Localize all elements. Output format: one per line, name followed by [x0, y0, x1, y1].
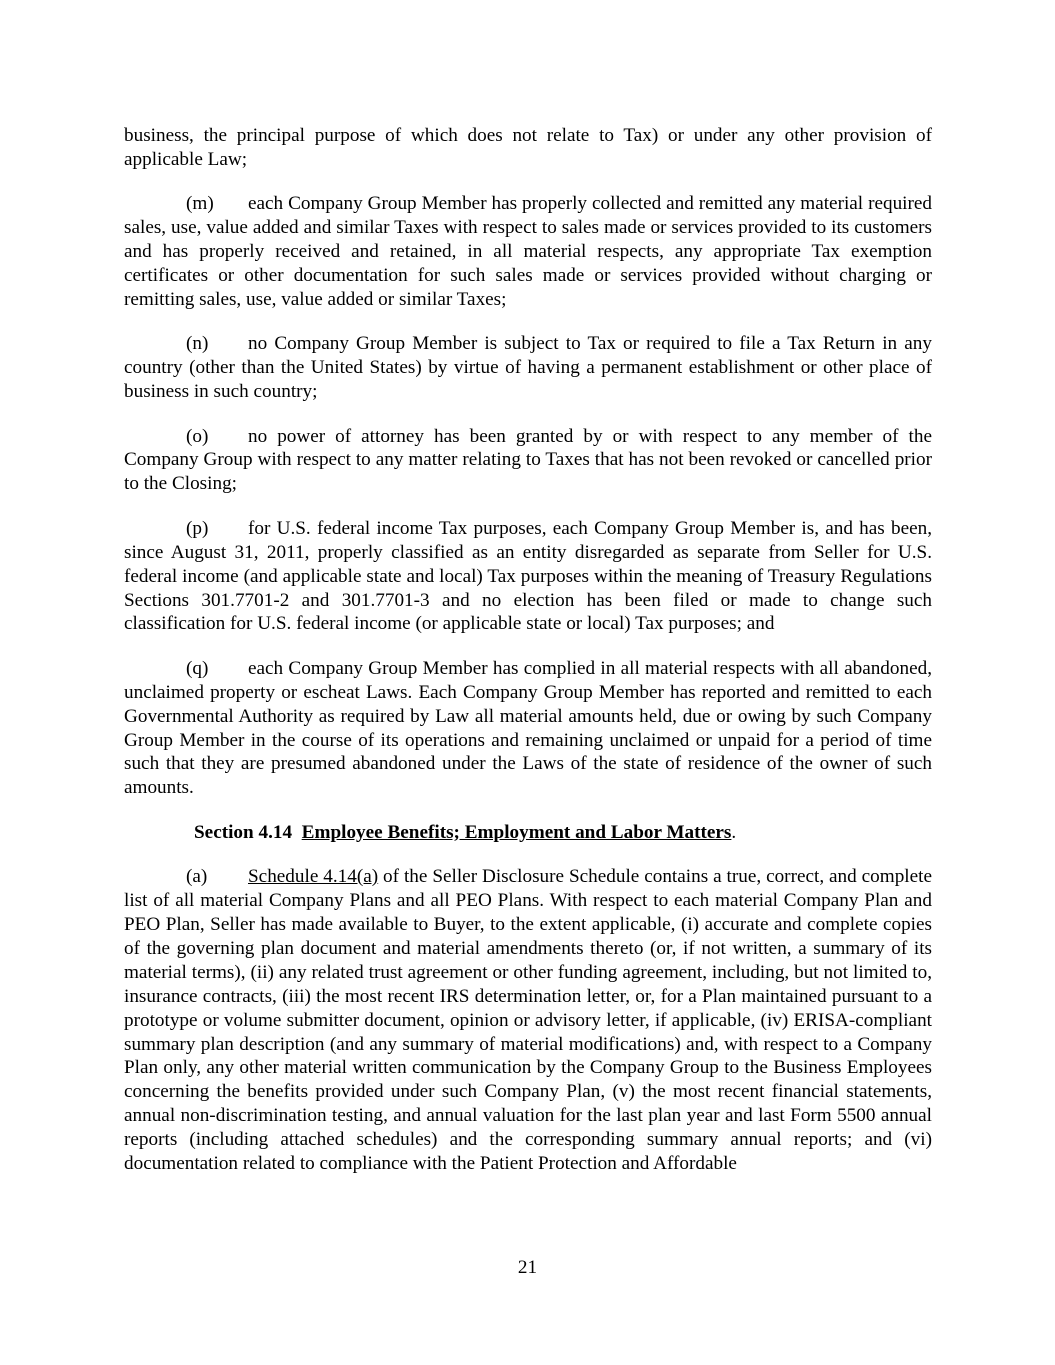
- clause-label: (p): [186, 517, 209, 539]
- clause-label: (a): [186, 866, 208, 888]
- clause-label: (o): [186, 425, 209, 447]
- schedule-reference: Schedule 4.14(a): [248, 866, 379, 888]
- page-number: 21: [517, 1257, 538, 1278]
- document-page: [124, 124, 932, 1196]
- clause-n: [124, 332, 932, 404]
- clause-text: for U.S. federal income Tax purposes, each Company Group Member is, and has been, since August 31, 2011, properly classified as an entity disregarded as separate from Seller for U.S. federal income (and applicable state and local) Tax purposes within the meaning of Treasury Regulations Sections 301.7701-2 and 301.7701-3 and no election has been filed or made to change such classification for U.S. federal income (or applicable state or local) Tax purposes; and: [124, 517, 932, 635]
- clause-text: no power of attorney has been granted by or with respect to any member of the Company Group with respect to any matter relating to Taxes that has not been revoked or cancelled prior to the Closing;: [124, 425, 932, 495]
- clause-o: [124, 425, 932, 497]
- section-title-end: .: [731, 821, 737, 843]
- clause-label: (q): [186, 657, 209, 679]
- section-clause-a: [124, 865, 932, 1176]
- clause-label: (m): [186, 193, 214, 215]
- clause-text: of the Seller Disclosure Schedule contains a true, correct, and complete list of all material Company Plans and all PEO Plans. With respect to each material Company Plan and PEO Plan, Seller has made available to Buyer, to the extent applicable, (i) accurate and complete copies of the governing plan document and material amendments thereto (or, if not written, a summary of its material terms), (ii) any related trust agreement or other funding agreement, including, but not limited to, insurance contracts, (iii) the most recent IRS determination letter, or, for a Plan maintained pursuant to a prototype or volume submitter document, opinion or advisory letter, if applicable, (iv) ERISA-compliant summary plan description (and any summary of material modifications) and, with respect to a Company Plan only, any other material written communication by the Company Group to the Business Employees concerning the benefits provided under such Company Plan, (v) the most recent financial statements, annual non-discrimination testing, and annual valuation for the last plan year and last Form 5500 annual reports (including attached schedules) and the corresponding summary annual reports; and (vi) documentation related to compliance with the Patient Protection and Affordable: [124, 866, 932, 1175]
- section-heading: [124, 821, 932, 845]
- clause-m: [124, 192, 932, 312]
- clause-p: [124, 517, 932, 637]
- clause-text: no Company Group Member is subject to Tax or required to file a Tax Return in any country (other than the United States) by virtue of having a permanent establishment or other place of business in such country;: [124, 333, 932, 403]
- clause-label: (n): [186, 333, 209, 355]
- continuation-paragraph: business, the principal purpose of which does not relate to Tax) or under any other provision of applicable Law;: [124, 125, 932, 170]
- clause-q: [124, 657, 932, 800]
- clause-text: each Company Group Member has complied in all material respects with all abandoned, unclaimed property or escheat Laws. Each Company Group Member has reported and remitted to each Governmental Authority as required by Law all material amounts held, due or owing by such Company Group Member in the course of its operations and remaining unclaimed or unpaid for a period of time such that they are presumed abandoned under the Laws of the state of residence of the owner of such amounts.: [124, 657, 932, 799]
- section-title: Employee Benefits; Employment and Labor Matters: [301, 821, 732, 843]
- clause-text: each Company Group Member has properly collected and remitted any material required sales, use, value added and similar Taxes with respect to sales made or services provided to its customers and has properly received and retained, in all material respects, any appropriate Tax exemption certificates or other documentation for such sales made or services provided without charging or remitting sales, use, value added or similar Taxes;: [124, 193, 932, 310]
- section-number: Section 4.14: [194, 821, 293, 843]
